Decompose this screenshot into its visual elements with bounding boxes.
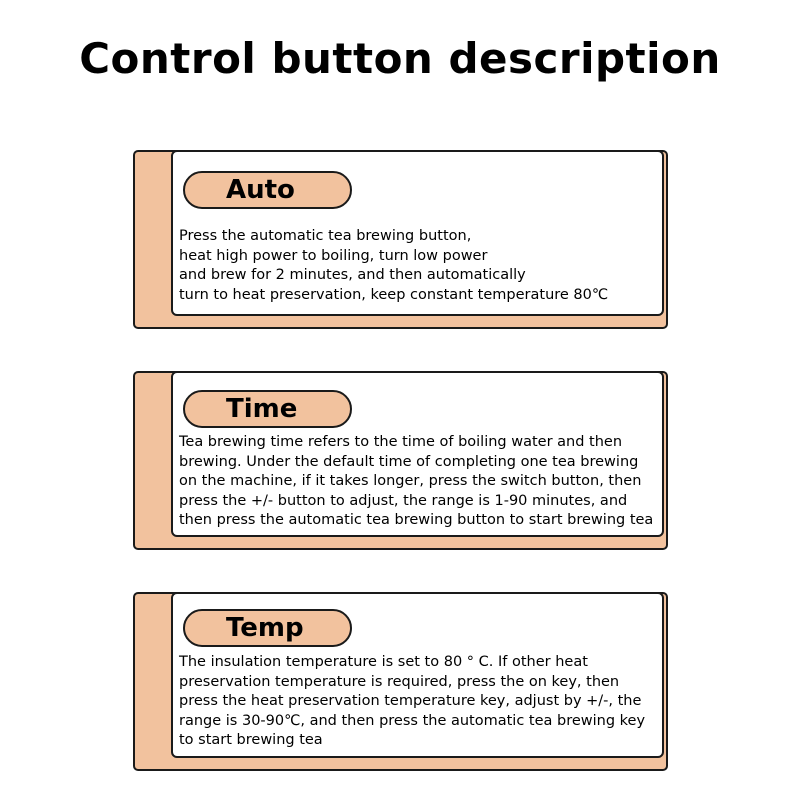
card-time xyxy=(133,371,666,550)
temp-button xyxy=(183,609,352,647)
page-title: Control button description xyxy=(79,34,721,83)
time-description xyxy=(179,433,653,531)
description-line: Tea brewing time refers to the time of boiling water and then xyxy=(179,434,623,450)
description-line: on the machine, if it takes longer, press the switch button, then xyxy=(179,473,642,489)
auto-description xyxy=(179,227,608,305)
temp-description xyxy=(179,653,645,751)
description-line: heat high power to boiling, turn low power xyxy=(179,247,488,264)
time-button-label: Time xyxy=(226,394,298,424)
auto-button xyxy=(183,171,352,209)
description-line: and brew for 2 minutes, and then automatically xyxy=(179,267,526,283)
time-button xyxy=(183,390,352,428)
description-line: press the heat preservation temperature key, adjust by +/-, the xyxy=(179,693,642,709)
description-line: Press the automatic tea brewing button, xyxy=(179,228,472,244)
description-line: then press the automatic tea brewing button to start brewing tea xyxy=(179,512,654,528)
temp-button-label: Temp xyxy=(226,613,304,643)
card-temp xyxy=(133,592,666,771)
description-line: range is 30-90℃, and then press the automatic tea brewing key xyxy=(179,712,646,729)
auto-button-label: Auto xyxy=(226,175,295,205)
description-line: The insulation temperature is set to 80 ° C. If other heat xyxy=(179,654,588,670)
description-line: brewing. Under the default time of completing one tea brewing xyxy=(179,453,639,470)
description-line: press the +/- button to adjust, the range is 1-90 minutes, and xyxy=(179,492,628,509)
description-line: to start brewing tea xyxy=(179,732,323,748)
card-auto xyxy=(133,150,666,329)
description-line: turn to heat preservation, keep constant temperature 80℃ xyxy=(179,286,609,303)
description-line: preservation temperature is required, press the on key, then xyxy=(179,673,620,690)
